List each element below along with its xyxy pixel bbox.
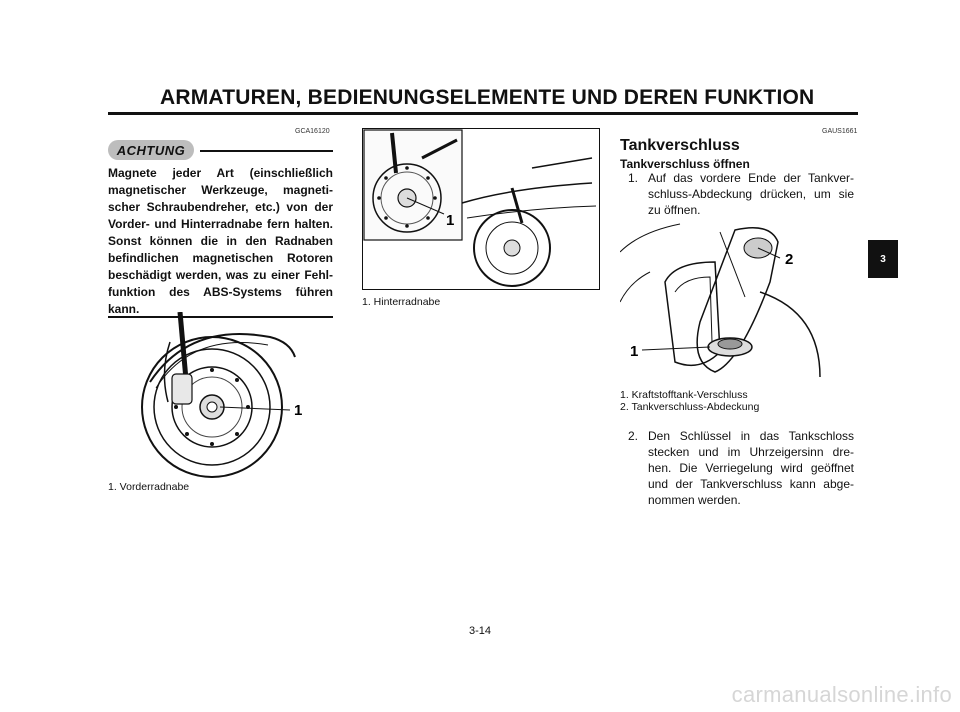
- fuel-cap-illustration: [620, 222, 856, 382]
- front-figure-callout: 1: [294, 402, 303, 419]
- rear-wheel-illustration: [362, 128, 600, 290]
- fuel-caption-1: 1. Kraftstofftank-Verschluss: [620, 389, 748, 401]
- step-2: [628, 428, 854, 510]
- page-number: 3-14: [468, 625, 492, 637]
- section-subtitle: Tankverschluss öffnen: [620, 157, 750, 171]
- achtung-rule: [200, 150, 333, 152]
- step-1-number: 1.: [628, 171, 639, 185]
- warning-code: GCA16120: [295, 128, 330, 135]
- step-1-text: Auf das vordere Ende der Tankver-schluss-Abdeckung drücken, um sie zu öffnen.: [648, 171, 854, 217]
- fuel-callout-2: 2: [785, 251, 794, 268]
- front-figure-caption: 1. Vorderradnabe: [108, 481, 190, 493]
- watermark: carmanualsonline.info: [731, 682, 952, 707]
- warning-text: Magnete jeder Art (einschließlich magnetischer Werkzeuge, magneti-scher Schraubendreher, etc.) von der Vorder- und Hinterradnabe fern halten. Sonst können die in den Radnaben befindlichen magnetischen Rotoren beschädigt werden, was zu einer Fehl-funktion des ABS-Systems führen kann.: [108, 166, 333, 316]
- achtung-heading: [108, 140, 333, 164]
- achtung-badge: ACHTUNG: [108, 140, 194, 160]
- chapter-tab: 3: [868, 240, 898, 278]
- rear-figure-callout: 1: [446, 212, 455, 229]
- fuel-caption-2: 2. Tankverschluss-Abdeckung: [620, 401, 760, 413]
- header-rule: [108, 112, 858, 115]
- step-2-text: Den Schlüssel in das Tankschloss stecken und im Uhrzeigersinn dre-hen. Die Verriegelung wird geöffnet und der Tankverschluss kann abge-nommen werden.: [648, 429, 854, 507]
- step-1: [628, 170, 854, 220]
- section-title: Tankverschluss: [620, 137, 740, 154]
- step-2-number: 2.: [628, 429, 639, 443]
- fuel-callout-1: 1: [630, 343, 639, 360]
- rear-figure-caption: 1. Hinterradnabe: [362, 296, 441, 308]
- section-code: GAUS1661: [822, 128, 858, 135]
- front-wheel-illustration: [130, 312, 310, 480]
- page-header-title: ARMATUREN, BEDIENUNGSELEMENTE UND DEREN FUNKTION: [160, 86, 815, 109]
